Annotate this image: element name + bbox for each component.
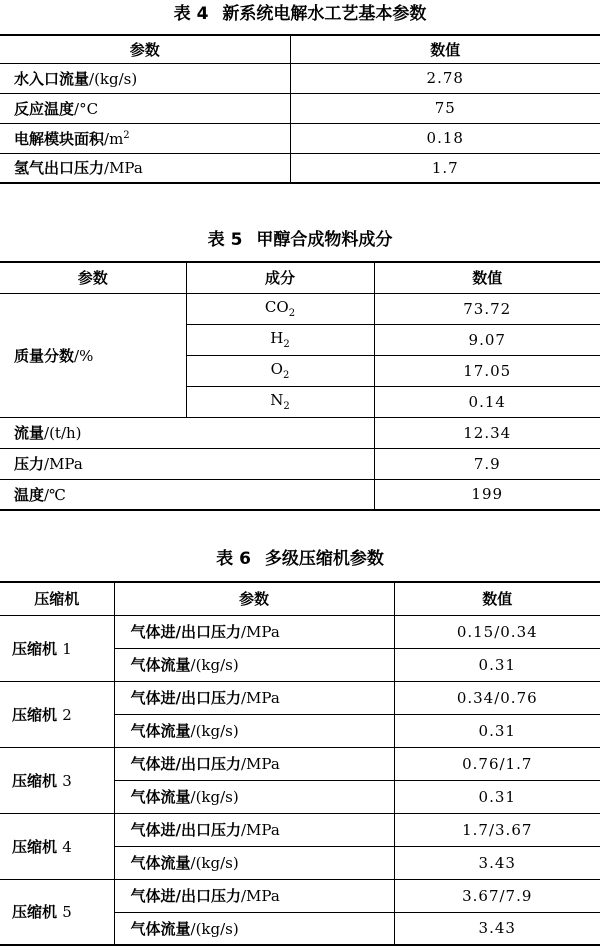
table4 [0,34,600,184]
table-row [0,417,600,448]
table-row [0,747,600,780]
param-pressure: 气体进/出口压力/MPa [114,747,394,780]
table6 [0,581,600,946]
table4-row-label: 电解模块面积$/m^2$ [0,123,290,153]
table4-row-value: 1.7 [290,153,600,183]
param-flow: 气体流量/(kg/s) [114,846,394,879]
table5-header-param: 参数 [0,262,186,293]
table5-caption-number: 表 5 [207,230,243,250]
table5-component-value: 73.72 [374,293,600,324]
table4-row-label: 水入口流量/(kg/s) [0,63,290,93]
param-pressure: 气体进/出口压力/MPa [114,813,394,846]
flow-value: 0.31 [394,648,600,681]
param-flow: 气体流量/(kg/s) [114,912,394,945]
param-flow: 气体流量/(kg/s) [114,714,394,747]
pressure-value: 0.76/1.7 [394,747,600,780]
table5-component-value: 17.05 [374,355,600,386]
table-row [0,153,600,183]
table-row [0,448,600,479]
table-row [0,615,600,648]
table-row [0,813,600,846]
table5-mass-fraction-label: 质量分数/% [0,293,186,417]
compressor-label: 压缩机 5 [0,879,114,945]
table6-caption [0,547,600,571]
pressure-value: 0.15/0.34 [394,615,600,648]
pressure-value: 0.34/0.76 [394,681,600,714]
table4-row-value: 0.18 [290,123,600,153]
table4-row-value: 2.78 [290,63,600,93]
table4-row-value: 75 [290,93,600,123]
pressure-value: 1.7/3.67 [394,813,600,846]
param-pressure: 气体进/出口压力/MPa [114,879,394,912]
table5-component: $H_2$ [186,324,374,355]
compressor-label: 压缩机 4 [0,813,114,879]
table5-header-value: 数值 [374,262,600,293]
table5-component: $CO_2$ [186,293,374,324]
table-row [0,293,600,324]
table5 [0,261,600,511]
table5-row-value: 199 [374,479,600,510]
table5-row-label: 流量/(t/h) [0,417,374,448]
pressure-value: 3.67/7.9 [394,879,600,912]
table4-caption-number: 表 4 [173,4,209,24]
param-flow: 气体流量/(kg/s) [114,780,394,813]
table5-component-value: 0.14 [374,386,600,417]
flow-value: 0.31 [394,714,600,747]
param-flow: 气体流量/(kg/s) [114,648,394,681]
table-row [0,93,600,123]
table-row [0,123,600,153]
table4-caption [0,2,600,26]
table6-caption-number: 表 6 [216,549,251,569]
table6-caption-title: 多级压缩机参数 [264,549,384,569]
table5-header-component: 成分 [186,262,374,293]
compressor-label: 压缩机 3 [0,747,114,813]
table5-caption-title: 甲醇合成物料成分 [256,230,393,250]
table6-header-compressor: 压缩机 [0,582,114,615]
flow-value: 3.43 [394,846,600,879]
table5-component: $O_2$ [186,355,374,386]
table4-header-param: 参数 [0,35,290,63]
compressor-label: 压缩机 2 [0,681,114,747]
table-row [0,681,600,714]
table6-header-value: 数值 [394,582,600,615]
table4-header-value: 数值 [290,35,600,63]
table4-row-label: 氢气出口压力/MPa [0,153,290,183]
table-row [0,63,600,93]
compressor-label: 压缩机 1 [0,615,114,681]
flow-value: 3.43 [394,912,600,945]
table5-caption [0,228,600,252]
table5-row-value: 7.9 [374,448,600,479]
table-row [0,879,600,912]
table4-row-label: 反应温度/°C [0,93,290,123]
param-pressure: 气体进/出口压力/MPa [114,615,394,648]
table5-row-value: 12.34 [374,417,600,448]
table5-row-label: 压力/MPa [0,448,374,479]
flow-value: 0.31 [394,780,600,813]
table5-component-value: 9.07 [374,324,600,355]
table6-header-param: 参数 [114,582,394,615]
param-pressure: 气体进/出口压力/MPa [114,681,394,714]
table5-row-label: 温度/℃ [0,479,374,510]
table-row [0,479,600,510]
table4-caption-title: 新系统电解水工艺基本参数 [222,4,427,24]
table5-component: $N_2$ [186,386,374,417]
